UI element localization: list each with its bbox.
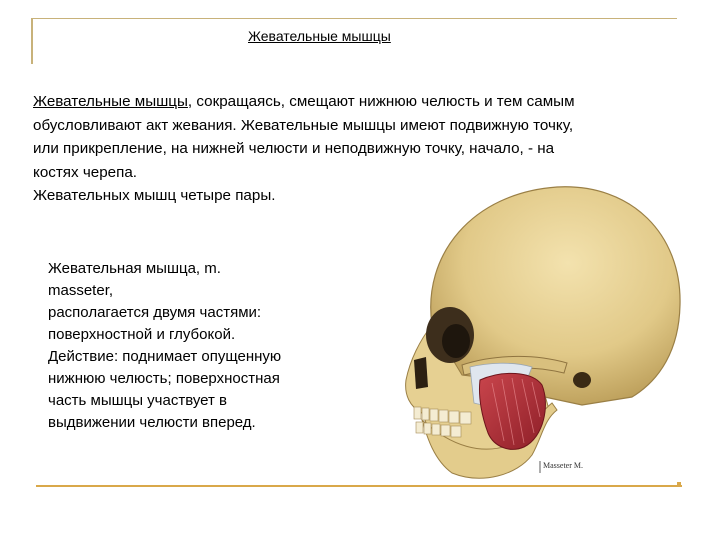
skull-masseter-illustration	[392, 175, 686, 485]
figure-caption: Masseter M.	[543, 461, 583, 470]
intro-line-2: обусловливают акт жевания. Жевательные мышцы имеют подвижную точку,	[33, 116, 574, 134]
masseter-description	[48, 258, 348, 434]
desc-line-6: нижнюю челюсть; поверхностная	[48, 370, 280, 387]
desc-line-3: располагается двумя частями:	[48, 304, 262, 321]
frame-top-line	[31, 18, 677, 19]
slide-title: Жевательные мышцы	[248, 28, 391, 44]
intro-link[interactable]: Жевательные мышцы	[33, 93, 188, 110]
desc-line-8: выдвижении челюсти вперед.	[48, 414, 256, 431]
intro-line-4: костях черепа.	[33, 163, 137, 181]
intro-line-5: Жевательных мышц четыре пары.	[33, 187, 276, 204]
frame-bottom-line	[36, 485, 682, 487]
frame-left-line	[31, 18, 33, 64]
desc-line-5: Действие: поднимает опущенную	[48, 348, 282, 365]
frame-bottom-tick	[677, 482, 681, 486]
nasal-cavity	[414, 357, 428, 389]
intro-line-3: или прикрепление, на нижней челюсти и неподвижную точку, начало, - на	[33, 140, 555, 157]
desc-line-7: часть мышцы участвует в	[48, 392, 228, 409]
desc-line-2: masseter,	[48, 282, 114, 299]
desc-line-1: Жевательная мышца, m.	[48, 260, 221, 277]
desc-line-4: поверхностной и глубокой.	[48, 326, 236, 343]
intro-line-1: , сокращаясь, смещают нижнюю челюсть и тем самым	[187, 93, 575, 110]
ear-canal	[573, 372, 591, 388]
